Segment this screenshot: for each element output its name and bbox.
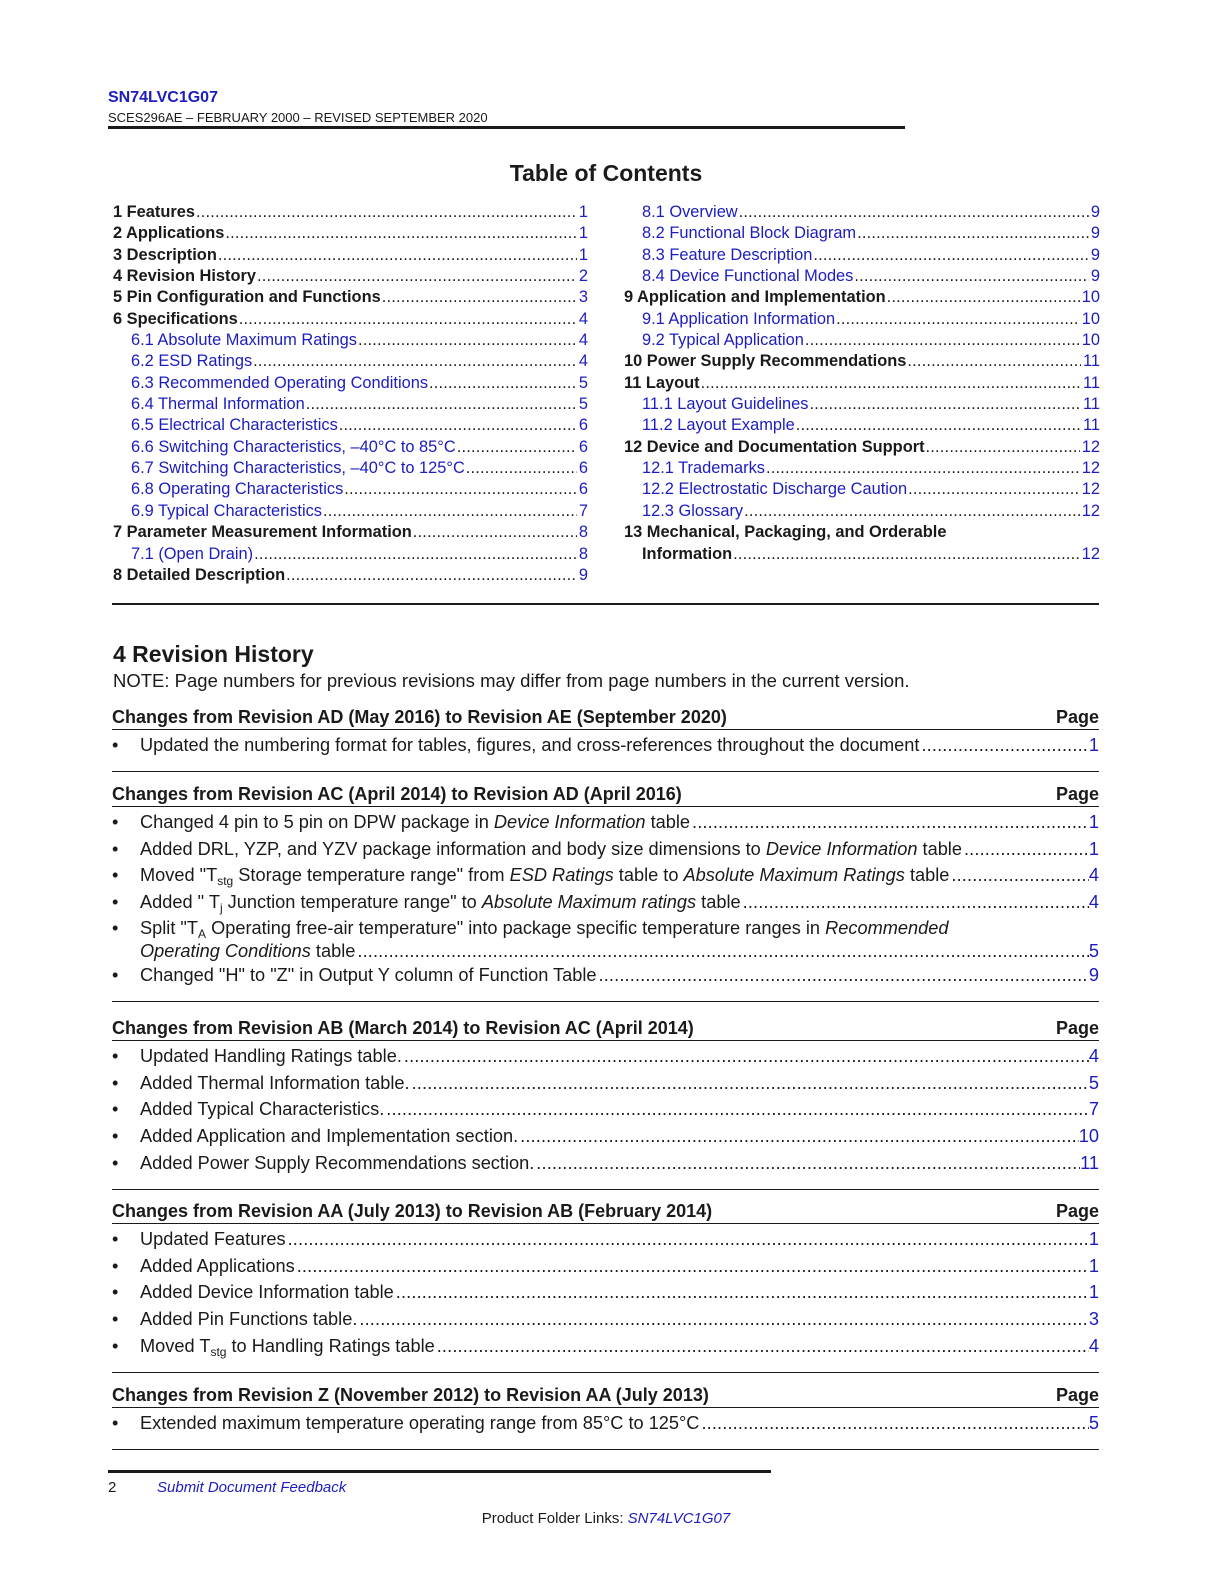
revision-item-page: 4	[1088, 1335, 1099, 1356]
toc-entry-page: 11	[1082, 395, 1100, 414]
dot-leader	[344, 479, 577, 500]
revision-item-text: Added Typical Characteristics.	[140, 1099, 385, 1120]
dot-leader	[286, 565, 577, 586]
toc-entry-page: 6	[578, 437, 588, 456]
dot-leader	[396, 1279, 1089, 1306]
toc-entry-page: 10	[1081, 309, 1100, 328]
toc-entry-page: 6	[578, 459, 588, 478]
revision-item-page: 1	[1088, 1282, 1099, 1303]
revision-item-text: Changed 4 pin to 5 pin on DPW package in Device Information table	[140, 812, 691, 832]
toc-entry-page: 9	[1090, 224, 1100, 243]
toc-entry-title: 1 Features	[113, 203, 195, 221]
dot-leader	[339, 415, 577, 436]
toc-entry-page: 12	[1081, 437, 1100, 456]
toc-entry[interactable]	[113, 202, 588, 223]
dot-leader	[225, 223, 576, 244]
dot-leader	[239, 309, 577, 330]
part-number: SN74LVC1G07	[108, 89, 218, 106]
toc-entry[interactable]	[624, 415, 1100, 436]
revision-item-text: Extended maximum temperature operating range from 85°C to 125°C	[140, 1413, 700, 1433]
revision-item-text: Added " $T_j$ Junction temperature range" to Absolute Maximum ratings table	[140, 892, 741, 916]
toc-entry-page: 11	[1082, 416, 1100, 435]
bullet-icon: •	[112, 1335, 119, 1356]
toc-entry-page: 5	[578, 395, 588, 414]
dot-leader	[701, 373, 1081, 394]
revision-item[interactable]	[112, 1070, 1099, 1097]
revision-item-page: 5	[1088, 1413, 1099, 1433]
toc-entry[interactable]	[113, 501, 588, 522]
revision-item[interactable]	[112, 1096, 1099, 1123]
dot-leader	[254, 544, 577, 565]
dot-leader	[413, 522, 577, 543]
dot-leader	[809, 394, 1081, 415]
toc-entry[interactable]	[113, 309, 588, 330]
revision-item[interactable]	[112, 836, 1099, 863]
toc-entry-title: 9 Application and Implementation	[624, 288, 886, 307]
bullet-icon: •	[112, 1255, 119, 1276]
toc-entry[interactable]	[624, 479, 1100, 500]
toc-entry-page: 11	[1082, 373, 1100, 392]
toc-entry-page: 12	[1081, 459, 1100, 478]
revision-item-text: Updated the numbering format for tables, figures, and cross-references throughout the document	[140, 735, 920, 755]
toc-entry[interactable]	[624, 458, 1100, 479]
toc-entry-page: 9	[1090, 203, 1100, 221]
revision-item-text: Updated Features	[140, 1229, 286, 1249]
toc-entry[interactable]	[624, 394, 1100, 415]
toc-entry[interactable]	[624, 522, 1100, 543]
revision-item[interactable]	[112, 1279, 1099, 1306]
dot-leader	[887, 287, 1080, 308]
dot-leader	[196, 202, 577, 223]
toc-entry-title: 12.1 Trademarks	[642, 459, 765, 478]
toc-entry-title: 6.8 Operating Characteristics	[131, 480, 344, 499]
dot-leader	[926, 437, 1080, 458]
toc-entry-title: 6.3 Recommended Operating Conditions	[131, 373, 429, 392]
toc-divider	[112, 603, 1099, 605]
toc-entry[interactable]	[113, 351, 588, 372]
revision-item[interactable]	[112, 1043, 1099, 1070]
revision-page-column: Page	[1055, 707, 1099, 727]
dot-leader	[323, 501, 577, 522]
dot-leader	[437, 1333, 1089, 1360]
revision-item-text: Added Pin Functions table.	[140, 1309, 358, 1330]
bullet-icon: •	[112, 1072, 119, 1093]
toc-entry[interactable]	[113, 245, 588, 266]
revision-item-text: Added DRL, YZP, and YZV package information and body size dimensions to Device Information table	[140, 838, 962, 859]
toc-entry-title: 7.1 (Open Drain)	[131, 544, 254, 563]
revision-block-heading	[112, 1016, 1099, 1041]
dot-leader	[813, 245, 1089, 266]
revision-page-column: Page	[1055, 1201, 1099, 1221]
revision-heading-text: Changes from Revision AB (March 2014) to Revision AC (April 2014)	[112, 1018, 694, 1038]
toc-entry-page: 12	[1081, 501, 1100, 520]
revision-item-text: Split "$T_A$ Operating free-air temperature" into package specific temperature ranges in Recommended	[140, 917, 949, 941]
literature-number: SCES296AE – FEBRUARY 2000 – REVISED SEPTEMBER 2020	[108, 110, 488, 125]
revision-item-text: Operating Conditions table	[140, 940, 356, 961]
dot-leader	[805, 330, 1080, 351]
dot-leader	[701, 1410, 1088, 1437]
revision-item-text: Updated Handling Ratings table.	[140, 1046, 402, 1066]
toc-entry-title: Information	[642, 544, 733, 563]
toc-entry[interactable]	[113, 223, 588, 244]
toc-entry-title: 8.4 Device Functional Modes	[642, 267, 854, 286]
bullet-icon: •	[112, 865, 119, 886]
revision-item[interactable]	[112, 1253, 1099, 1280]
dot-leader	[744, 501, 1080, 522]
dot-leader	[536, 1150, 1080, 1177]
dot-leader	[306, 394, 577, 415]
toc-entry-page: 10	[1081, 331, 1100, 350]
revision-block-heading	[112, 782, 1099, 807]
toc-right-column	[624, 202, 1100, 565]
toc-entry[interactable]	[624, 287, 1100, 308]
revision-block-divider	[112, 1372, 1099, 1373]
header-rule	[108, 126, 905, 129]
toc-entry-page: 1	[578, 203, 588, 221]
dot-leader	[386, 1096, 1089, 1123]
dot-leader	[733, 544, 1080, 565]
toc-entry-title: 8.2 Functional Block Diagram	[642, 224, 857, 243]
revision-item[interactable]	[112, 916, 1099, 940]
toc-entry[interactable]	[624, 245, 1100, 266]
dot-leader	[257, 266, 577, 287]
revision-item-page: 1	[1088, 812, 1099, 832]
revision-item-text: Added Applications	[140, 1255, 295, 1276]
dot-leader	[921, 732, 1088, 759]
toc-entry-title: 11.1 Layout Guidelines	[642, 395, 809, 414]
revision-block-heading	[112, 1199, 1099, 1224]
toc-entry-title: 9.2 Typical Application	[642, 331, 804, 350]
product-folder-links	[0, 1510, 1212, 1527]
revision-heading-text: Changes from Revision AA (July 2013) to Revision AB (February 2014)	[112, 1201, 713, 1221]
bullet-icon: •	[112, 917, 119, 938]
toc-entry-page: 4	[578, 352, 588, 371]
toc-entry-title: 6.1 Absolute Maximum Ratings	[131, 331, 357, 350]
toc-entry[interactable]	[113, 458, 588, 479]
toc-entry[interactable]	[113, 544, 588, 565]
toc-entry-page: 12	[1081, 480, 1100, 499]
dot-leader	[466, 458, 577, 479]
revision-item[interactable]	[112, 809, 1099, 836]
revision-block	[112, 1383, 1099, 1450]
toc-entry-page: 12	[1081, 544, 1100, 563]
toc-entry-title: 10 Power Supply Recommendations	[624, 352, 907, 371]
toc-title: Table of Contents	[509, 160, 703, 186]
toc-entry[interactable]	[624, 373, 1100, 394]
toc-entry-title: 8.1 Overview	[642, 203, 738, 221]
revision-item[interactable]	[112, 1123, 1099, 1150]
dot-leader	[357, 940, 1089, 962]
toc-entry[interactable]	[624, 223, 1100, 244]
revision-block	[112, 705, 1099, 772]
revision-block-divider	[112, 1189, 1099, 1190]
toc-entry-title: 11.2 Layout Example	[642, 416, 795, 435]
revision-block-divider	[112, 1449, 1099, 1450]
toc-entry-page: 11	[1082, 352, 1100, 371]
toc-entry-title: 11 Layout	[624, 373, 700, 392]
toc-entry[interactable]	[624, 202, 1100, 223]
dot-leader	[908, 479, 1080, 500]
revision-item[interactable]	[112, 962, 1099, 989]
revision-item-text: Added Power Supply Recommendations section.	[140, 1152, 535, 1173]
bullet-icon: •	[112, 1046, 119, 1066]
dot-leader	[796, 415, 1081, 436]
toc-entry-title: 12.2 Electrostatic Discharge Caution	[642, 480, 908, 499]
dot-leader	[288, 1226, 1089, 1253]
toc-entry[interactable]	[113, 330, 588, 351]
toc-entry-title: 6.5 Electrical Characteristics	[131, 416, 338, 435]
toc-entry-title: 12 Device and Documentation Support	[624, 437, 925, 456]
toc-entry-title: 6.9 Typical Characteristics	[131, 501, 322, 520]
bullet-icon: •	[112, 1229, 119, 1249]
toc-entry-page: 5	[578, 373, 588, 392]
toc-entry-title: 3 Description	[113, 245, 217, 264]
toc-entry[interactable]	[624, 437, 1100, 458]
bullet-icon: •	[112, 892, 119, 913]
revision-item[interactable]	[112, 862, 1099, 889]
revision-item-page: 4	[1088, 865, 1099, 886]
toc-entry-page: 8	[578, 523, 588, 542]
dot-leader	[520, 1123, 1079, 1150]
toc-entry-title: 2 Applications	[113, 224, 225, 243]
toc-entry[interactable]	[113, 565, 588, 586]
product-folder-label: Product Folder Links:	[481, 1510, 628, 1527]
toc-entry-page: 9	[1090, 245, 1100, 264]
revision-item-page: 3	[1088, 1309, 1099, 1330]
dot-leader	[743, 889, 1089, 916]
toc-entry-title: 12.3 Glossary	[642, 501, 744, 520]
toc-entry[interactable]	[113, 479, 588, 500]
revision-item-page: 1	[1088, 838, 1099, 859]
dot-leader	[457, 437, 577, 458]
revision-history-title: 4 Revision History	[113, 641, 314, 667]
dot-leader	[964, 836, 1089, 863]
toc-entry-page: 4	[578, 309, 588, 328]
revision-heading-text: Changes from Revision AC (April 2014) to Revision AD (April 2016)	[112, 784, 682, 804]
toc-entry-page: 7	[578, 501, 588, 520]
revision-item-page: 9	[1088, 964, 1099, 985]
bullet-icon: •	[112, 812, 119, 832]
product-folder-link[interactable]: SN74LVC1G07	[627, 1510, 731, 1527]
dot-leader	[218, 245, 577, 266]
toc-entry[interactable]	[624, 309, 1100, 330]
toc-entry-title: 6.6 Switching Characteristics, –40°C to 85°C	[131, 437, 456, 456]
revision-item-text: Changed "H" to "Z" in Output Y column of Function Table	[140, 964, 597, 985]
toc-entry-page: 3	[578, 288, 588, 307]
dot-leader	[358, 330, 577, 351]
toc-entry[interactable]	[624, 266, 1100, 287]
toc-entry-title: 6.7 Switching Characteristics, –40°C to 125°C	[131, 459, 465, 478]
toc-entry[interactable]	[113, 373, 588, 394]
toc-entry-page: 9	[578, 565, 588, 584]
toc-entry-page: 9	[1090, 267, 1100, 286]
dot-leader	[359, 1306, 1088, 1333]
revision-item[interactable]	[112, 940, 1099, 962]
revision-page-column: Page	[1055, 1018, 1099, 1038]
toc-entry[interactable]	[113, 266, 588, 287]
bullet-icon: •	[112, 1099, 119, 1120]
bullet-icon: •	[112, 1413, 119, 1433]
bullet-icon: •	[112, 838, 119, 859]
toc-entry[interactable]	[624, 544, 1100, 565]
revision-item-page: 1	[1088, 1255, 1099, 1276]
dot-leader	[854, 266, 1089, 287]
revision-block-divider	[112, 1001, 1099, 1002]
toc-entry-page: 6	[578, 480, 588, 499]
revision-heading-text: Changes from Revision Z (November 2012) to Revision AA (July 2013)	[112, 1385, 709, 1405]
dot-leader	[692, 809, 1089, 836]
revision-block	[112, 1016, 1099, 1190]
toc-entry-page: 2	[578, 267, 588, 286]
dot-leader	[382, 287, 577, 308]
revision-item-text: Added Device Information table	[140, 1282, 394, 1303]
dot-leader	[253, 351, 577, 372]
bullet-icon: •	[112, 1309, 119, 1330]
dot-leader	[429, 373, 577, 394]
dot-leader	[297, 1253, 1089, 1280]
dot-leader	[951, 862, 1088, 889]
revision-block	[112, 1199, 1099, 1373]
toc-entry-title: 4 Revision History	[113, 267, 257, 286]
revision-item[interactable]	[112, 1226, 1099, 1253]
toc-entry[interactable]	[113, 287, 588, 308]
dot-leader	[412, 1070, 1089, 1097]
toc-entry-title: 8 Detailed Description	[113, 565, 286, 584]
revision-item[interactable]	[112, 1333, 1099, 1360]
revision-item-page: 1	[1088, 1229, 1099, 1249]
footer-rule	[108, 1470, 771, 1473]
toc-entry[interactable]	[113, 394, 588, 415]
toc-entry-title: 9.1 Application Information	[642, 309, 836, 328]
revision-item[interactable]	[112, 889, 1099, 916]
toc-entry-title: 6.4 Thermal Information	[131, 395, 305, 414]
dot-leader	[857, 223, 1089, 244]
revision-item-text: Added Application and Implementation section.	[140, 1126, 519, 1147]
toc-entry-page: 1	[578, 224, 588, 243]
revision-page-column: Page	[1055, 1385, 1099, 1405]
bullet-icon: •	[112, 735, 119, 755]
revision-item[interactable]	[112, 1410, 1099, 1437]
bullet-icon: •	[112, 1126, 119, 1147]
toc-entry[interactable]	[624, 351, 1100, 372]
toc-entry[interactable]	[113, 522, 588, 543]
revision-block-heading	[112, 1383, 1099, 1408]
revision-item-page: 4	[1088, 1046, 1099, 1066]
revision-block-heading	[112, 705, 1099, 730]
toc-entry[interactable]	[624, 330, 1100, 351]
toc-entry-title: 6.2 ESD Ratings	[131, 352, 253, 371]
revision-block	[112, 782, 1099, 1002]
submit-feedback-link[interactable]: Submit Document Feedback	[157, 1479, 347, 1496]
toc-entry[interactable]	[113, 415, 588, 436]
page-number: 2	[108, 1479, 117, 1496]
revision-item-page: 7	[1088, 1099, 1099, 1120]
toc-entry[interactable]	[113, 437, 588, 458]
revision-item-page: 1	[1088, 735, 1099, 755]
toc-entry-title: 6 Specifications	[113, 309, 238, 328]
revision-item-text: Moved $T_{stg}$ to Handling Ratings table	[140, 1335, 435, 1359]
toc-entry-page: 10	[1081, 288, 1100, 307]
toc-entry-title: 5 Pin Configuration and Functions	[113, 288, 381, 307]
bullet-icon: •	[112, 1152, 119, 1173]
toc-entry-page: 6	[578, 416, 588, 435]
revision-item-page: 5	[1088, 1072, 1099, 1093]
revision-item-page: 10	[1078, 1126, 1099, 1147]
revision-item-page: 4	[1088, 892, 1099, 913]
revision-heading-text: Changes from Revision AD (May 2016) to Revision AE (September 2020)	[112, 707, 727, 727]
dot-leader	[404, 1043, 1089, 1070]
dot-leader	[766, 458, 1080, 479]
revision-block-divider	[112, 771, 1099, 772]
toc-entry-title: 7 Parameter Measurement Information	[113, 523, 412, 542]
dot-leader	[907, 351, 1081, 372]
toc-entry-page: 1	[578, 245, 588, 264]
bullet-icon: •	[112, 1282, 119, 1303]
revision-item-page: 11	[1080, 1152, 1099, 1173]
revision-item[interactable]	[112, 732, 1099, 759]
dot-leader	[599, 962, 1089, 989]
revision-page-column: Page	[1055, 784, 1099, 804]
revision-item-text: Added Thermal Information table.	[140, 1072, 410, 1093]
toc-entry-title: 13 Mechanical, Packaging, and Orderable	[624, 523, 947, 542]
revision-note: NOTE: Page numbers for previous revisions may differ from page numbers in the current version.	[113, 670, 910, 691]
dot-leader	[836, 309, 1080, 330]
revision-item-text: Moved "$T_{stg}$ Storage temperature range" from ESD Ratings table to Absolute Maximum Ratings table	[140, 865, 950, 889]
revision-item[interactable]	[112, 1306, 1099, 1333]
revision-item-page: 5	[1088, 940, 1099, 961]
revision-item[interactable]	[112, 1150, 1099, 1177]
toc-left-column	[113, 202, 588, 586]
toc-entry-title: 8.3 Feature Description	[642, 245, 813, 264]
bullet-icon: •	[112, 964, 119, 985]
toc-entry-page: 8	[578, 544, 588, 563]
toc-entry[interactable]	[624, 501, 1100, 522]
toc-entry-page: 4	[578, 331, 588, 350]
dot-leader	[739, 202, 1089, 223]
